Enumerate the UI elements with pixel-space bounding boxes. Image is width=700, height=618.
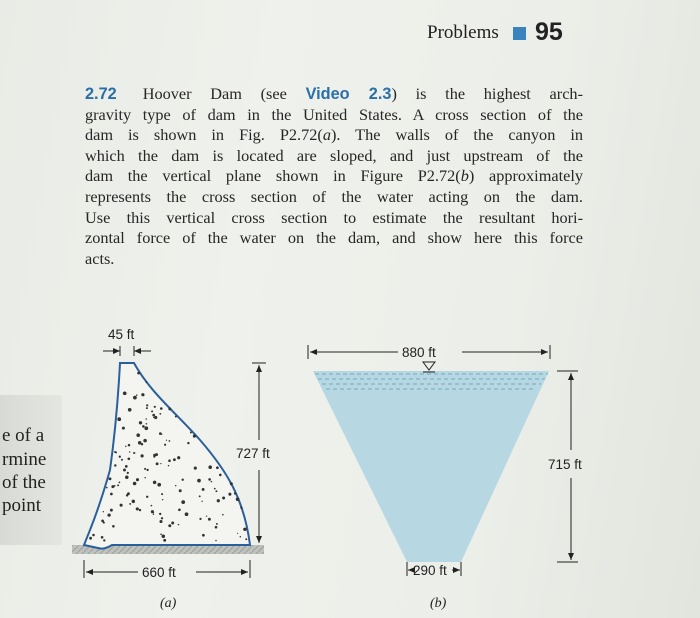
concrete-speckle-dot bbox=[107, 513, 110, 516]
concrete-speckle-dot bbox=[129, 451, 130, 452]
concrete-speckle-dot bbox=[103, 522, 105, 524]
concrete-speckle-dot bbox=[208, 518, 211, 521]
concrete-speckle-dot bbox=[187, 442, 189, 444]
concrete-speckle-dot bbox=[166, 440, 167, 441]
water-bottom-width-label: 290 ft bbox=[413, 563, 447, 578]
concrete-speckle-dot bbox=[217, 499, 220, 502]
concrete-speckle-dot bbox=[179, 489, 182, 492]
concrete-speckle-dot bbox=[129, 503, 131, 505]
concrete-speckle-dot bbox=[175, 485, 176, 486]
concrete-speckle-dot bbox=[208, 465, 212, 469]
concrete-speckle-dot bbox=[168, 524, 171, 527]
concrete-speckle-dot bbox=[136, 394, 138, 396]
concrete-speckle-dot bbox=[114, 464, 116, 466]
concrete-speckle-dot bbox=[152, 414, 155, 417]
concrete-speckle-dot bbox=[153, 481, 156, 484]
concrete-speckle-dot bbox=[141, 393, 144, 396]
concrete-speckle-dot bbox=[156, 462, 159, 465]
concrete-speckle-dot bbox=[168, 465, 170, 467]
concrete-speckle-dot bbox=[127, 457, 130, 460]
concrete-speckle-dot bbox=[103, 539, 105, 541]
concrete-speckle-dot bbox=[216, 466, 219, 469]
concrete-speckle-dot bbox=[136, 478, 139, 481]
concrete-speckle-dot bbox=[144, 477, 145, 478]
concrete-speckle-dot bbox=[132, 500, 135, 503]
concrete-speckle-dot bbox=[230, 482, 233, 485]
problem-text: Use this vertical cross section to estimate the resultant hori- bbox=[85, 207, 583, 227]
concrete-speckle-dot bbox=[142, 425, 145, 428]
concrete-speckle-dot bbox=[144, 426, 148, 430]
concrete-speckle-dot bbox=[133, 452, 135, 454]
concrete-speckle-dot bbox=[245, 538, 247, 540]
concrete-speckle-dot bbox=[161, 433, 162, 434]
concrete-speckle-dot bbox=[185, 512, 189, 516]
problem-number: 2.72 bbox=[85, 85, 117, 103]
water-depth-label: 715 ft bbox=[548, 457, 582, 472]
concrete-speckle-dot bbox=[236, 497, 240, 501]
concrete-speckle-dot bbox=[138, 441, 142, 445]
concrete-speckle-dot bbox=[168, 459, 171, 462]
concrete-speckle-dot bbox=[117, 484, 119, 486]
concrete-speckle-dot bbox=[199, 518, 201, 520]
concrete-speckle-dot bbox=[146, 381, 148, 383]
problem-text: dam the vertical plane shown in Figure P2.72( bbox=[85, 166, 461, 186]
concrete-speckle-dot bbox=[163, 539, 166, 542]
concrete-speckle-dot bbox=[136, 433, 140, 437]
concrete-speckle-dot bbox=[133, 396, 137, 400]
concrete-speckle-dot bbox=[127, 472, 129, 474]
concrete-speckle-dot bbox=[201, 501, 202, 502]
concrete-speckle-dot bbox=[151, 510, 154, 513]
concrete-speckle-dot bbox=[111, 485, 114, 488]
concrete-speckle-dot bbox=[193, 435, 196, 438]
concrete-speckle-dot bbox=[128, 444, 131, 447]
figure-ref: b bbox=[460, 166, 469, 186]
concrete-speckle-dot bbox=[160, 533, 162, 535]
concrete-speckle-dot bbox=[222, 514, 224, 516]
concrete-speckle-dot bbox=[216, 523, 218, 525]
concrete-speckle-dot bbox=[164, 444, 166, 446]
concrete-speckle-dot bbox=[144, 468, 146, 470]
concrete-speckle-dot bbox=[161, 517, 163, 519]
figure-ref: a bbox=[322, 125, 331, 145]
figure-a-caption: (a) bbox=[160, 596, 177, 611]
concrete-speckle-dot bbox=[169, 440, 171, 442]
concrete-speckle-dot bbox=[214, 488, 216, 490]
concrete-speckle-dot bbox=[106, 487, 108, 489]
concrete-speckle-dot bbox=[171, 522, 174, 525]
concrete-speckle-dot bbox=[162, 499, 163, 500]
concrete-speckle-dot bbox=[125, 446, 126, 447]
dam-base-width-label: 660 ft bbox=[142, 565, 176, 580]
concrete-speckle-dot bbox=[119, 456, 121, 458]
concrete-speckle-dot bbox=[157, 483, 161, 487]
figure-b-caption: (b) bbox=[430, 596, 447, 611]
concrete-speckle-dot bbox=[146, 423, 148, 425]
problem-text: represents the cross section of the water acting on the dam. bbox=[85, 186, 583, 206]
concrete-speckle-dot bbox=[110, 509, 113, 512]
concrete-speckle-dot bbox=[190, 432, 192, 434]
facing-page-fragment: rmine bbox=[2, 449, 47, 470]
concrete-speckle-dot bbox=[129, 409, 131, 411]
concrete-speckle-dot bbox=[159, 520, 162, 523]
concrete-speckle-dot bbox=[178, 524, 179, 525]
concrete-speckle-dot bbox=[199, 495, 201, 497]
water-cross-section bbox=[308, 345, 582, 611]
concrete-speckle-dot bbox=[154, 406, 156, 408]
concrete-speckle-dot bbox=[243, 528, 246, 531]
concrete-speckle-dot bbox=[117, 417, 121, 421]
concrete-speckle-dot bbox=[228, 493, 231, 496]
concrete-speckle-dot bbox=[139, 509, 141, 511]
concrete-speckle-dot bbox=[125, 476, 129, 480]
concrete-speckle-dot bbox=[89, 537, 92, 540]
concrete-speckle-dot bbox=[237, 533, 238, 534]
concrete-speckle-dot bbox=[222, 497, 225, 500]
concrete-speckle-dot bbox=[168, 407, 171, 410]
concrete-speckle-dot bbox=[153, 417, 154, 418]
concrete-speckle-dot bbox=[151, 410, 153, 412]
concrete-speckle-dot bbox=[162, 535, 166, 539]
concrete-speckle-dot bbox=[153, 514, 154, 515]
problem-text: dam is shown in Fig. P2.72( bbox=[85, 125, 323, 145]
concrete-speckle-dot bbox=[133, 482, 137, 486]
concrete-speckle-dot bbox=[211, 481, 213, 483]
concrete-speckle-dot bbox=[197, 479, 201, 483]
concrete-speckle-dot bbox=[154, 416, 157, 419]
concrete-speckle-dot bbox=[120, 504, 123, 507]
video-link[interactable]: Video 2.3 bbox=[305, 85, 392, 103]
concrete-speckle-dot bbox=[178, 508, 181, 511]
concrete-speckle-dot bbox=[137, 372, 140, 375]
concrete-speckle-dot bbox=[175, 415, 177, 417]
concrete-speckle-dot bbox=[123, 469, 126, 472]
page-number: 95 bbox=[535, 18, 563, 46]
problem-text: gravity type of dam in the United States. A cross section of the bbox=[85, 104, 583, 124]
facing-page-fragment: e of a bbox=[2, 425, 45, 446]
facing-page-fragment: point bbox=[2, 495, 42, 516]
concrete-speckle-dot bbox=[215, 490, 217, 492]
concrete-speckle-dot bbox=[146, 496, 148, 498]
concrete-speckle-dot bbox=[146, 407, 148, 409]
concrete-speckle-dot bbox=[194, 467, 197, 470]
concrete-speckle-dot bbox=[160, 407, 163, 410]
concrete-speckle-dot bbox=[123, 391, 127, 395]
free-surface-symbol bbox=[423, 362, 435, 370]
concrete-speckle-dot bbox=[206, 515, 207, 516]
concrete-speckle-dot bbox=[125, 465, 128, 468]
concrete-speckle-dot bbox=[119, 482, 121, 484]
concrete-speckle-dot bbox=[159, 413, 161, 415]
concrete-speckle-dot bbox=[122, 427, 125, 430]
concrete-speckle-dot bbox=[146, 469, 148, 471]
concrete-speckle-dot bbox=[240, 536, 242, 538]
concrete-speckle-dot bbox=[240, 507, 242, 509]
concrete-speckle-dot bbox=[208, 478, 211, 481]
concrete-speckle-dot bbox=[136, 507, 139, 510]
concrete-speckle-dot bbox=[159, 513, 161, 515]
dam-body bbox=[84, 363, 250, 549]
concrete-speckle-dot bbox=[142, 456, 143, 457]
concrete-speckle-dot bbox=[112, 525, 115, 528]
concrete-speckle-dot bbox=[181, 500, 185, 504]
concrete-speckle-dot bbox=[145, 418, 147, 420]
concrete-speckle-dot bbox=[153, 454, 156, 457]
problem-text: Hoover Dam (see bbox=[142, 84, 306, 103]
problem-text: ) approximately bbox=[468, 166, 584, 186]
concrete-speckle-dot bbox=[101, 536, 104, 539]
concrete-speckle-dot bbox=[143, 439, 147, 443]
concrete-speckle-dot bbox=[215, 540, 217, 542]
concrete-speckle-dot bbox=[160, 463, 161, 464]
facing-page-fragment: of the bbox=[2, 472, 46, 493]
problem-text: ). The walls of the canyon in bbox=[330, 125, 583, 145]
concrete-speckle-dot bbox=[177, 456, 180, 459]
problem-text: acts. bbox=[85, 248, 115, 268]
concrete-speckle-dot bbox=[151, 505, 153, 507]
concrete-speckle-dot bbox=[103, 511, 104, 512]
concrete-speckle-dot bbox=[202, 534, 205, 537]
water-trapezoid bbox=[313, 371, 549, 562]
concrete-speckle-dot bbox=[202, 488, 205, 491]
concrete-speckle-dot bbox=[121, 459, 123, 461]
concrete-speckle-dot bbox=[146, 404, 148, 406]
concrete-speckle-dot bbox=[219, 474, 222, 477]
concrete-speckle-dot bbox=[110, 493, 113, 496]
concrete-speckle-dot bbox=[127, 492, 130, 495]
concrete-speckle-dot bbox=[139, 421, 142, 424]
concrete-speckle-dot bbox=[92, 534, 95, 537]
concrete-speckle-dot bbox=[109, 477, 112, 480]
problem-text: which the dam is located are sloped, and just upstream of the bbox=[85, 145, 583, 165]
dam-height-label: 727 ft bbox=[236, 446, 270, 461]
concrete-speckle-dot bbox=[234, 492, 236, 494]
concrete-speckle-dot bbox=[114, 451, 116, 453]
problem-text: zontal force of the water on the dam, and show here this force bbox=[85, 228, 583, 248]
water-top-width-label: 880 ft bbox=[402, 345, 436, 360]
concrete-speckle-dot bbox=[161, 493, 163, 495]
concrete-speckle-dot bbox=[173, 458, 176, 461]
running-header: Problems bbox=[427, 22, 499, 43]
problem-text: ) is the highest arch- bbox=[391, 84, 583, 103]
concrete-speckle-dot bbox=[182, 479, 184, 481]
concrete-speckle-dot bbox=[215, 526, 218, 529]
dam-top-width-label: 45 ft bbox=[108, 327, 135, 342]
dam-cross-section bbox=[72, 327, 270, 611]
